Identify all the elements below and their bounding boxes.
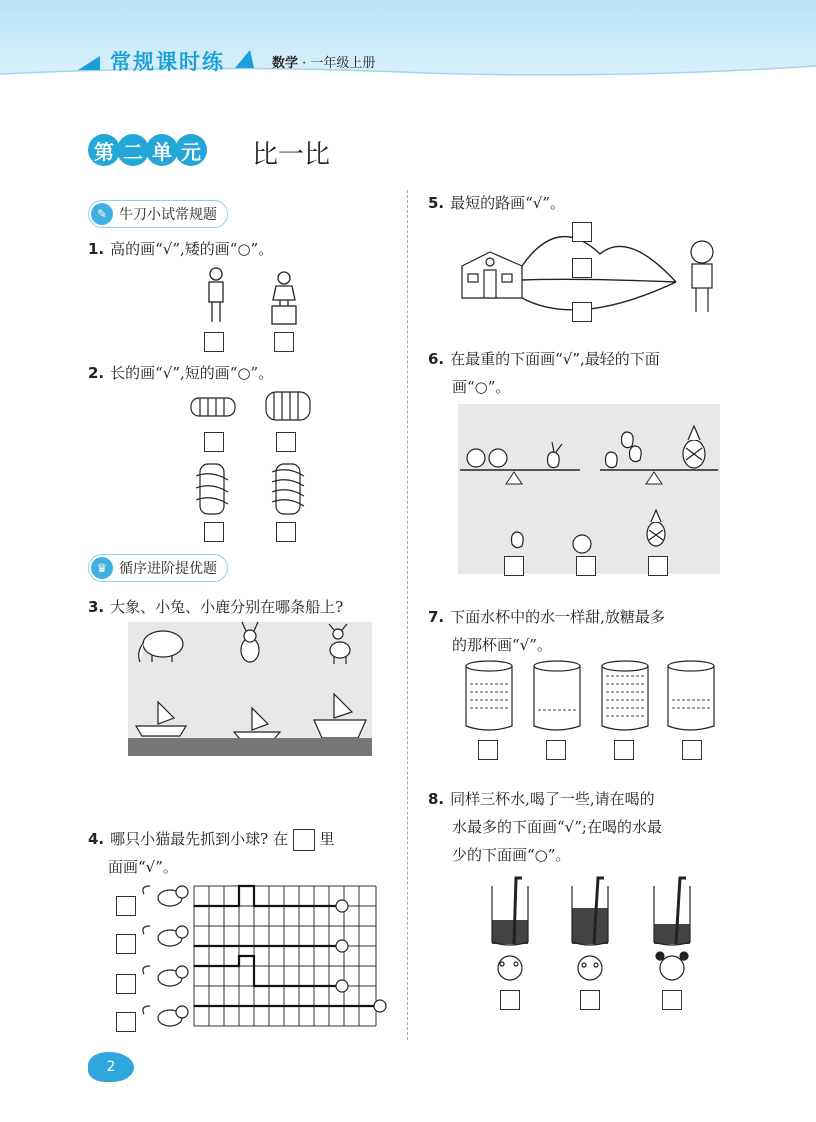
answer-box[interactable] <box>204 332 224 352</box>
question-4-cont <box>108 854 178 880</box>
question-3 <box>88 594 343 620</box>
page-number: 2 <box>88 1052 134 1082</box>
section-advanced <box>88 554 228 582</box>
question-7 <box>428 604 665 630</box>
question-text: 画“○”。 <box>452 378 511 396</box>
spring-short-icon <box>196 464 228 514</box>
answer-box[interactable] <box>204 522 224 542</box>
unit-badge: 二 <box>117 134 149 166</box>
unit-title: 比一比 <box>252 140 331 170</box>
unit-badges <box>88 134 204 166</box>
question-text: 里 <box>319 830 335 848</box>
elephant-icon <box>139 631 183 662</box>
question-number: 2. <box>88 364 105 382</box>
q6-figures <box>458 404 720 574</box>
unit-badge: 单 <box>146 134 178 166</box>
q3-figures <box>128 622 372 756</box>
short-roll-icon <box>191 398 235 416</box>
question-8-cont <box>452 814 662 840</box>
short-child-icon <box>272 272 296 324</box>
answer-box[interactable] <box>276 522 296 542</box>
school-icon <box>462 252 522 298</box>
road-paths <box>522 237 676 310</box>
answer-box[interactable] <box>576 556 596 576</box>
answer-box[interactable] <box>116 974 136 994</box>
question-text: 在最重的下面画“√”,最轻的下面 <box>450 350 660 368</box>
question-text: 同样三杯水,喝了一些,请在喝的 <box>450 790 655 808</box>
large-boat-icon <box>314 694 366 738</box>
question-8 <box>428 786 655 812</box>
spring-long-icon <box>272 464 304 514</box>
q1-figures <box>196 262 306 328</box>
radish-icon <box>512 432 642 548</box>
trophy-icon: ♛ <box>91 557 113 579</box>
answer-box[interactable] <box>682 740 702 760</box>
question-6-cont <box>452 374 510 400</box>
tall-child-icon <box>209 268 223 322</box>
question-text: 下面水杯中的水一样甜,放糖最多 <box>450 608 665 626</box>
answer-box[interactable] <box>478 740 498 760</box>
small-boat-icon <box>136 702 186 736</box>
water-surface <box>128 738 372 756</box>
section-basic-label: 牛刀小试常规题 <box>119 207 217 223</box>
question-1 <box>88 236 273 262</box>
question-text: 面画“√”。 <box>108 858 178 876</box>
question-text: 大象、小兔、小鹿分别在哪条船上? <box>110 598 344 616</box>
answer-box[interactable] <box>648 556 668 576</box>
answer-box[interactable] <box>572 222 592 242</box>
inline-box-sample <box>293 829 315 851</box>
deer-icon <box>329 624 350 664</box>
answer-box[interactable] <box>572 302 592 322</box>
answer-box[interactable] <box>546 740 566 760</box>
answer-box[interactable] <box>614 740 634 760</box>
grade-label: 一年级上册 <box>310 56 376 71</box>
medium-boat-icon <box>234 708 280 739</box>
pineapple-icon <box>647 426 705 546</box>
cup-icon <box>466 661 714 730</box>
unit-badge: 元 <box>175 134 207 166</box>
question-number: 6. <box>428 350 445 368</box>
q7-cups <box>462 660 718 732</box>
answer-box[interactable] <box>116 1012 136 1032</box>
question-text: 少的下面画“○”。 <box>452 846 571 864</box>
answer-box[interactable] <box>276 432 296 452</box>
answer-box[interactable] <box>116 934 136 954</box>
question-text: 最短的路画“√”。 <box>450 194 566 212</box>
question-7-cont <box>452 632 552 658</box>
animal-face-icon <box>498 952 688 980</box>
section-advanced-label: 循序进阶提优题 <box>119 561 217 577</box>
question-8-cont <box>452 842 570 868</box>
q2-figures <box>186 390 316 520</box>
subject-label: 数学 · 一年级上册 <box>272 56 376 71</box>
question-5 <box>428 190 565 216</box>
unit-badge: 第 <box>88 134 120 166</box>
question-4 <box>88 826 335 852</box>
answer-box[interactable] <box>204 432 224 452</box>
rabbit-icon <box>241 622 259 662</box>
question-6 <box>428 346 660 372</box>
question-text: 哪只小猫最先抓到小球? 在 <box>110 830 288 848</box>
question-text: 的那杯画“√”。 <box>452 636 552 654</box>
question-text: 水最多的下面画“√”;在喝的水最 <box>452 818 662 836</box>
subject-name: 数学 <box>272 56 299 71</box>
cat-icon <box>143 886 188 1026</box>
answer-box[interactable] <box>274 332 294 352</box>
question-number: 5. <box>428 194 445 212</box>
column-divider <box>407 190 408 1040</box>
glass-icon <box>492 878 690 945</box>
tomato-icon <box>467 449 591 553</box>
pen-icon: ✎ <box>91 203 113 225</box>
answer-box[interactable] <box>580 990 600 1010</box>
answer-box[interactable] <box>116 896 136 916</box>
series-title: 常规课时练 <box>110 49 225 74</box>
question-number: 3. <box>88 598 105 616</box>
question-number: 1. <box>88 240 105 258</box>
question-number: 8. <box>428 790 445 808</box>
q4-maze <box>114 884 390 1032</box>
long-roll-icon <box>266 392 310 420</box>
q8-figures <box>486 870 706 990</box>
question-text: 高的画“√”,矮的画“○”。 <box>110 240 274 258</box>
question-number: 4. <box>88 830 105 848</box>
answer-box[interactable] <box>572 258 592 278</box>
boy-icon <box>691 241 713 312</box>
question-2 <box>88 360 273 386</box>
answer-box[interactable] <box>662 990 682 1010</box>
answer-box[interactable] <box>500 990 520 1010</box>
section-basic <box>88 200 228 228</box>
question-text: 长的画“√”,短的画“○”。 <box>110 364 274 382</box>
answer-box[interactable] <box>504 556 524 576</box>
question-number: 7. <box>428 608 445 626</box>
